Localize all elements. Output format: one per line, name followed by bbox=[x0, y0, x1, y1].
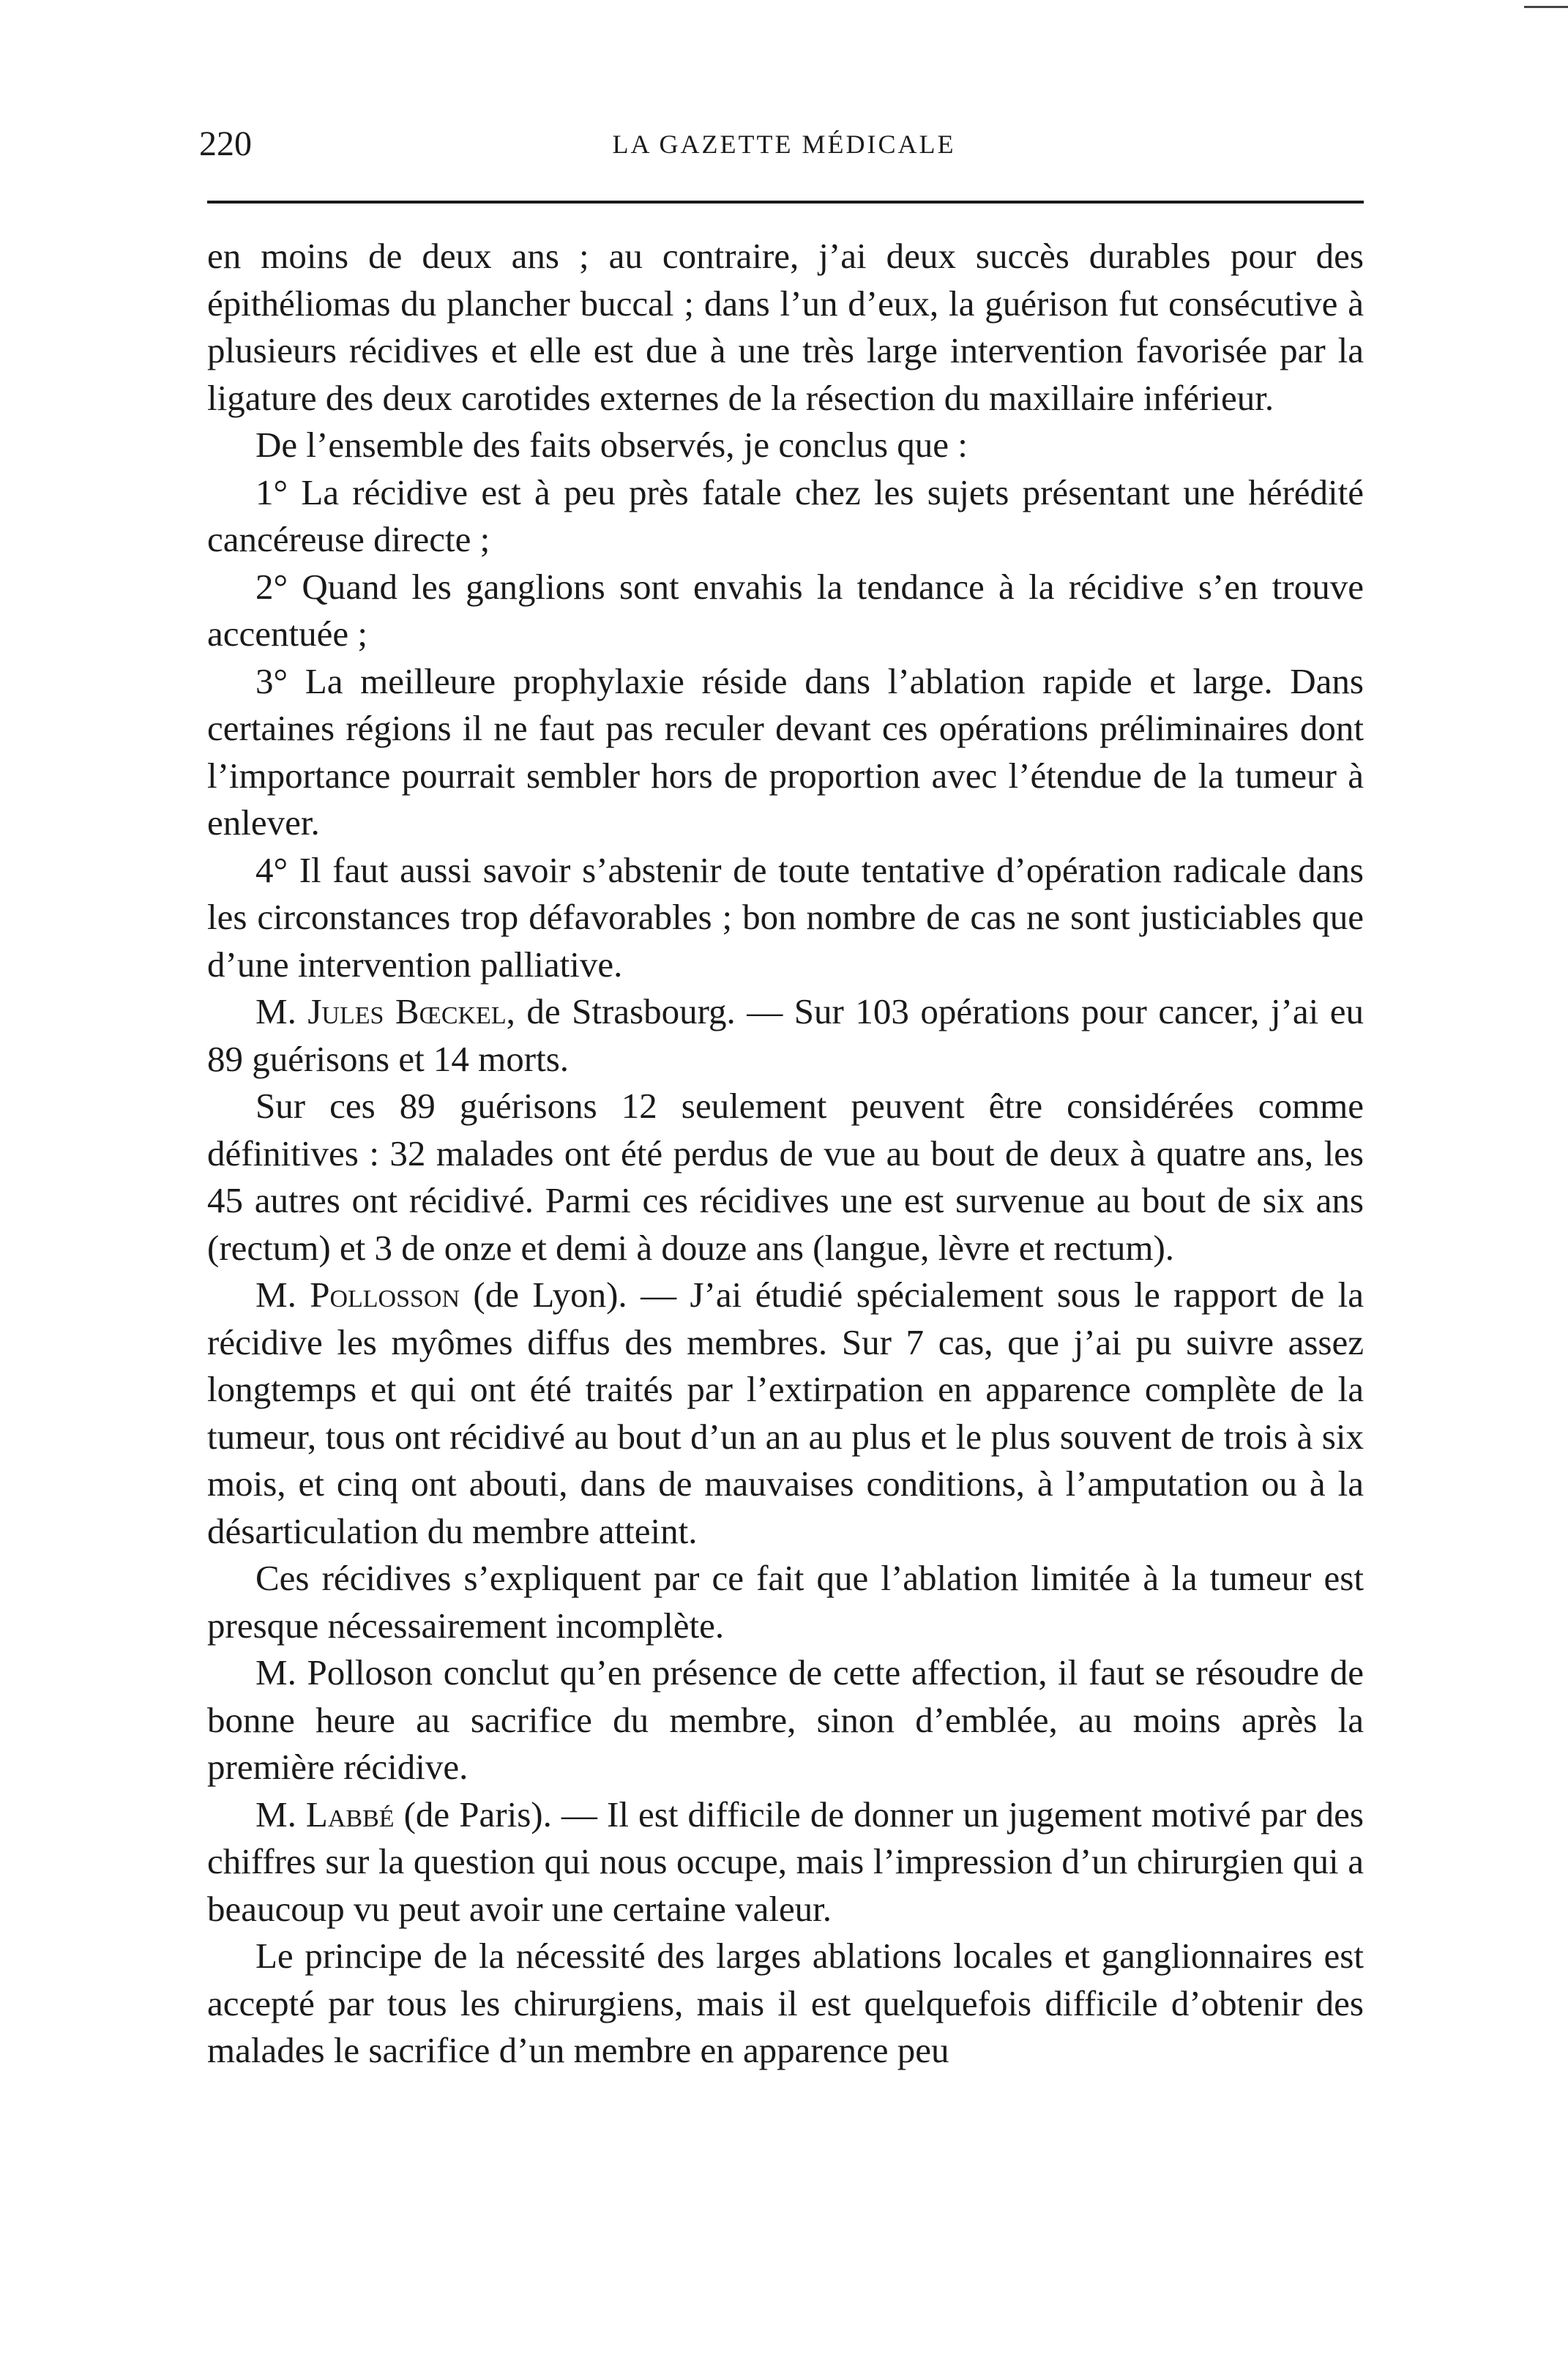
speaker-prefix: M. bbox=[255, 991, 308, 1031]
speaker-prefix: M. bbox=[255, 1275, 310, 1315]
header-rule bbox=[207, 201, 1364, 204]
paragraph: 4° Il faut aussi savoir s’abstenir de toute tentative d’opération radicale dans les circonstances trop défavorables ; bon nombre de cas ne sont justiciables que d’une intervention palliative. bbox=[207, 849, 1364, 985]
paragraph bbox=[207, 1272, 1364, 1555]
page-header bbox=[199, 119, 1369, 170]
paragraph-text: , de Strasbourg. — Sur 103 opérations pour cancer, j’ai eu 89 guérisons et 14 morts. bbox=[207, 991, 1364, 1079]
paragraph: 2° Quand les ganglions sont envahis la tendance à la récidive s’en trouve accentuée ; bbox=[207, 566, 1364, 654]
paragraph: De l’ensemble des faits observés, je conclus que : bbox=[255, 425, 968, 465]
paragraph: M. Polloson conclut qu’en présence de cette affection, il faut se résoudre de bonne heure au sacrifice du membre, sinon d’emblée, au moins après la première récidive. bbox=[207, 1652, 1364, 1787]
speaker-name: Pollosson bbox=[310, 1275, 460, 1315]
page-number: 220 bbox=[199, 124, 252, 163]
paragraph bbox=[207, 1791, 1364, 1933]
paragraph-text: (de Lyon). — J’ai étudié spécialement sous le rapport de la récidive les myômes diffus des membres. Sur 7 cas, que j’ai pu suivre assez longtemps et qui ont été traités par l’extirpation en apparence complète de la tumeur, tous ont récidivé au bout d’un an au plus et le plus souvent de trois à six mois, et cinq ont abouti, dans de mauvaises conditions, à l’amputation ou à la désarticulation du membre atteint. bbox=[207, 1275, 1364, 1551]
paragraph-text: (de Paris). — Il est difficile de donner un jugement motivé par des chiffres sur la question qui nous occupe, mais l’impression d’un chirurgien qui a beaucoup vu peut avoir une certaine valeur. bbox=[207, 1794, 1364, 1929]
paragraph: en moins de deux ans ; au contraire, j’ai deux succès durables pour des épithéliomas du plancher buccal ; dans l’un d’eux, la guérison fut consécutive à plusieurs récidives et elle est due à une très large intervention favorisée par la ligature des deux carotides externes de la résection du maxillaire inférieur. bbox=[207, 236, 1364, 418]
body-text bbox=[207, 233, 1364, 2075]
page-edge-mark bbox=[1524, 6, 1568, 8]
running-title: LA GAZETTE MÉDICALE bbox=[612, 130, 956, 159]
speaker-name: Labbé bbox=[305, 1794, 395, 1835]
paragraph: Ces récidives s’expliquent par ce fait que l’ablation limitée à la tumeur est presque nécessairement incomplète. bbox=[207, 1558, 1364, 1646]
speaker-name: Jules Bœckel bbox=[307, 991, 507, 1031]
paragraph: Le principe de la nécessité des larges ablations locales et ganglionnaires est accepté par tous les chirurgiens, mais il est quelquefois difficile d’obtenir des malades le sacrifice d’un membre en apparence peu bbox=[207, 1936, 1364, 2070]
paragraph: Sur ces 89 guérisons 12 seulement peuvent être considérées comme définitives : 32 malades ont été perdus de vue au bout de deux à quatre ans, les 45 autres ont récidivé. Parmi ces récidives une est survenue au bout de six ans (rectum) et 3 de onze et demi à douze ans (langue, lèvre et rectum). bbox=[207, 1086, 1364, 1268]
paragraph: 1° La récidive est à peu près fatale chez les sujets présentant une hérédité cancéreuse directe ; bbox=[207, 471, 1364, 559]
paragraph bbox=[207, 988, 1364, 1083]
speaker-prefix: M. bbox=[255, 1794, 306, 1835]
paragraph: 3° La meilleure prophylaxie réside dans l’ablation rapide et large. Dans certaines régions il ne faut pas reculer devant ces opérations préliminaires dont l’importance pourrait sembler hors de proportion avec l’étendue de la tumeur à enlever. bbox=[207, 660, 1364, 843]
